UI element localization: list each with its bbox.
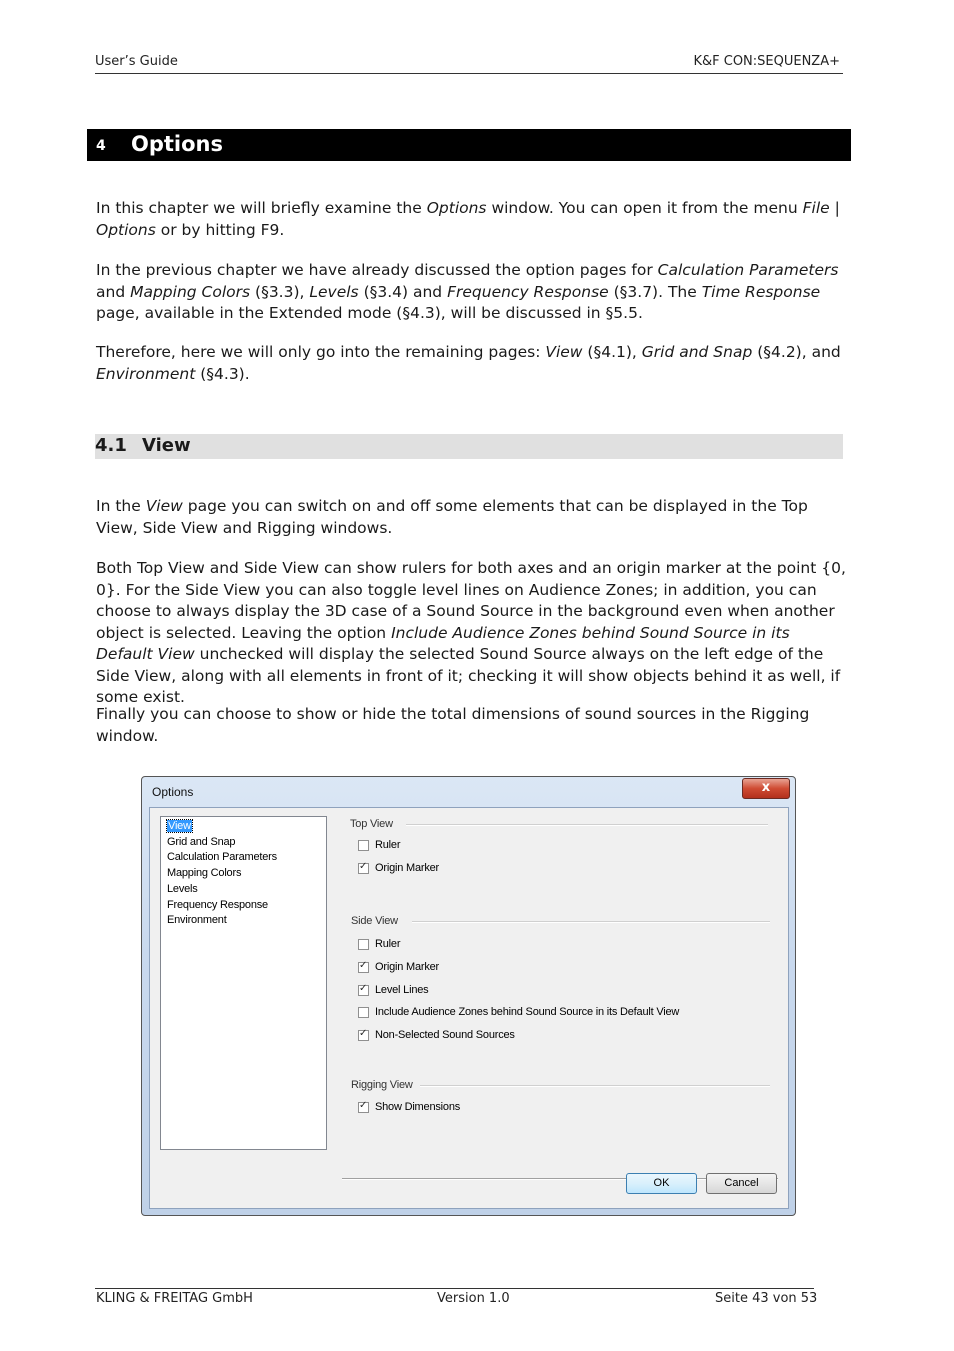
checkbox-label: Include Audience Zones behind Sound Source in its Default View	[375, 1006, 680, 1018]
chapter-heading	[87, 129, 851, 161]
close-icon: x	[761, 780, 771, 795]
text-run: and	[96, 282, 131, 301]
checkbox-label: Show Dimensions	[375, 1101, 461, 1113]
text-run: Therefore, here we will only go into the remaining pages:	[96, 343, 546, 361]
text-run: or by hitting F9.	[155, 220, 285, 239]
show-dimensions-checkbox[interactable]	[358, 1102, 369, 1113]
checkbox-label: Origin Marker	[375, 961, 440, 973]
dialog-body	[149, 807, 789, 1209]
italic-run: View	[145, 497, 183, 515]
footer-page-number: Seite 43 von 53	[715, 1291, 818, 1306]
group-divider	[420, 1085, 770, 1087]
page-item-levels[interactable]: Levels	[167, 883, 198, 895]
text-run: In this chapter we will briefly examine the	[96, 199, 427, 217]
header-rule	[95, 73, 843, 74]
checkbox-label: Ruler	[375, 938, 401, 950]
page-item-calculation-parameters[interactable]: Calculation Parameters	[167, 851, 277, 863]
view-paragraph-3	[96, 704, 846, 747]
checkbox-label: Non-Selected Sound Sources	[375, 1029, 515, 1041]
italic-run: Time Response	[701, 282, 821, 301]
text-run: In the previous chapter we have already discussed the option pages for	[96, 261, 658, 279]
text-run: window. You can open it from the menu	[486, 199, 803, 217]
view-paragraph-2	[96, 558, 846, 709]
close-button[interactable]	[742, 778, 790, 799]
text-run: Finally you can choose to show or hide the total dimensions of sound sources in the Rigging window.	[96, 705, 810, 745]
italic-run: Mapping Colors	[130, 282, 251, 301]
text-run: page you can switch on and off some elements that can be displayed in the Top View, Side View and Rigging windows.	[96, 497, 808, 537]
top-view-ruler-checkbox[interactable]	[358, 840, 369, 851]
chapter-title: Options	[131, 132, 223, 156]
page-item-frequency-response[interactable]: Frequency Response	[167, 899, 268, 911]
page-item-mapping-colors[interactable]: Mapping Colors	[167, 867, 242, 879]
text-run: page, available in the Extended mode (§4.3), will be discussed in §5.5.	[96, 304, 643, 322]
checkbox-label: Origin Marker	[375, 862, 440, 874]
chapter-number: 4	[96, 138, 106, 154]
options-page-list[interactable]	[160, 816, 327, 1150]
text-run: (§3.4) and	[358, 282, 448, 301]
header-left: User’s Guide	[95, 54, 178, 69]
text-run: (§3.7). The	[608, 282, 702, 301]
group-label-rigging-view: Rigging View	[351, 1079, 413, 1091]
footer-company: KLING & FREITAG GmbH	[96, 1291, 253, 1306]
italic-run: File | Options	[96, 199, 840, 239]
group-label-side-view: Side View	[351, 915, 398, 927]
intro-paragraph-3	[96, 342, 846, 385]
level-lines-checkbox[interactable]	[358, 985, 369, 996]
checkbox-label: Level Lines	[375, 984, 429, 996]
text-run: (§3.3),	[250, 282, 310, 301]
intro-paragraph-2	[96, 260, 846, 325]
text-run: In the	[96, 497, 146, 515]
italic-run: Grid and Snap	[641, 343, 753, 361]
header-right: K&F CON:SEQUENZA+	[693, 54, 840, 69]
options-dialog	[141, 776, 796, 1216]
page-item-grid-and-snap[interactable]: Grid and Snap	[167, 836, 236, 848]
text-run: (§4.3).	[195, 364, 250, 383]
intro-paragraph-1	[96, 198, 846, 241]
section-title: View	[142, 435, 191, 456]
page-item-environment[interactable]: Environment	[167, 914, 227, 926]
text-run: unchecked will display the selected Sound Source always on the left edge of the Side View, along with all elements in front of it; checking it will show objects behind it as well, if some exist.	[96, 645, 841, 706]
text-run: (§4.1),	[582, 343, 642, 361]
page-item-view[interactable]: View	[168, 820, 191, 832]
italic-run: View	[545, 343, 583, 361]
group-label-top-view: Top View	[350, 818, 393, 830]
section-heading	[95, 434, 843, 459]
footer-rule	[95, 1288, 814, 1289]
italic-run: Calculation Parameters	[657, 261, 839, 279]
group-divider	[412, 921, 770, 923]
checkbox-label: Ruler	[375, 839, 401, 851]
footer-version: Version 1.0	[437, 1291, 510, 1306]
text-run: Both Top View and Side View can show rulers for both axes and an origin marker at the point {0, 0}. For the Side View you can also toggle level lines on Audience Zones; in addition, you can choose to always display the 3D case of a Sound Source in the background even when another object is selected. Leaving the option	[96, 559, 846, 642]
italic-run: Levels	[309, 282, 359, 301]
cancel-button[interactable]: Cancel	[706, 1173, 777, 1194]
include-audience-zones-checkbox[interactable]	[358, 1007, 369, 1018]
group-divider	[406, 824, 768, 826]
text-run: (§4.2), and	[752, 343, 841, 361]
side-view-origin-marker-checkbox[interactable]	[358, 962, 369, 973]
dialog-title: Options	[152, 785, 194, 799]
italic-run: Environment	[96, 364, 196, 383]
italic-run: Options	[426, 199, 487, 217]
side-view-ruler-checkbox[interactable]	[358, 939, 369, 950]
top-view-origin-marker-checkbox[interactable]	[358, 863, 369, 874]
non-selected-sound-sources-checkbox[interactable]	[358, 1030, 369, 1041]
section-number: 4.1	[95, 435, 127, 456]
ok-button[interactable]: OK	[626, 1173, 697, 1194]
view-paragraph-1	[96, 496, 846, 539]
italic-run: Include Audience Zones behind Sound Source in its Default View	[96, 623, 790, 663]
italic-run: Frequency Response	[447, 282, 609, 301]
